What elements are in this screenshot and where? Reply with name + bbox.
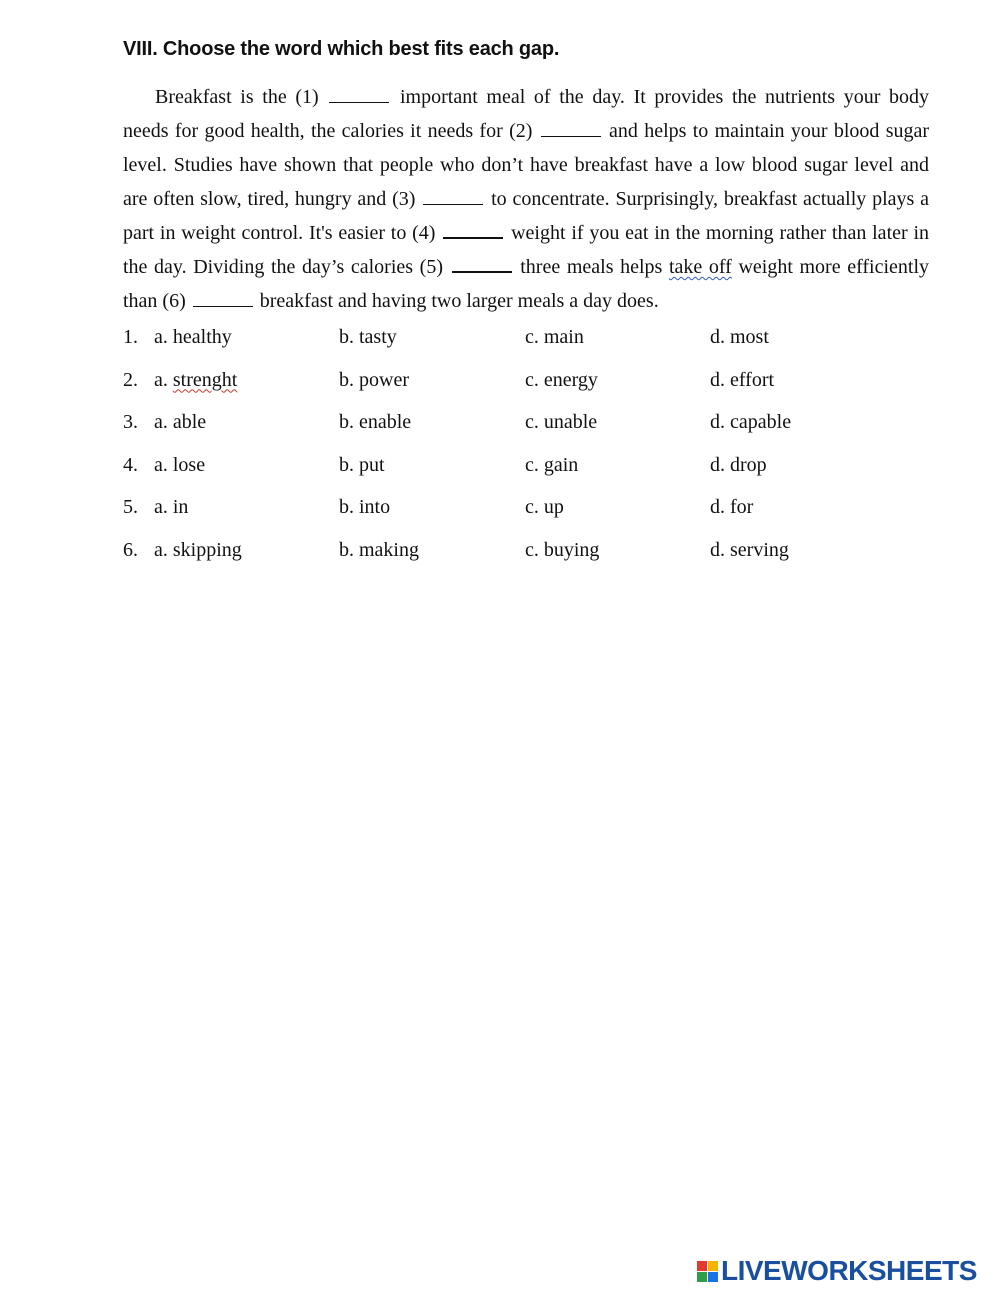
question-number: 3. — [123, 411, 138, 433]
grammar-flagged-text: take off — [668, 256, 732, 278]
logo-square — [697, 1261, 707, 1271]
exercise-heading: VIII. Choose the word which best fits each gap. — [123, 38, 560, 60]
question-number: 4. — [123, 453, 138, 476]
passage-line — [123, 148, 929, 182]
passage-text: needs for good health, the calories it needs for (2) — [123, 120, 533, 142]
logo-square — [697, 1272, 707, 1282]
passage-text: and helps to maintain your blood sugar — [609, 120, 930, 142]
option-a[interactable]: a. skipping — [154, 538, 242, 561]
option-c[interactable]: c. energy — [525, 368, 598, 391]
option-d[interactable]: d. effort — [710, 368, 775, 391]
option-b[interactable]: b. tasty — [339, 326, 397, 348]
option-a[interactable]: a. healthy — [154, 326, 232, 348]
passage-text: the day. Dividing the day’s calories (5) — [123, 256, 443, 278]
spelling-flagged-word: strenght — [172, 368, 238, 391]
gap-1[interactable] — [329, 86, 389, 103]
option-d[interactable]: d. serving — [710, 538, 789, 561]
logo-text: LIVEWORKSHEETS — [721, 1255, 977, 1286]
passage-text: than (6) — [123, 290, 186, 312]
gap-4[interactable] — [443, 221, 503, 239]
option-a[interactable]: a. in — [154, 496, 189, 518]
gap-3[interactable] — [423, 188, 483, 205]
option-b[interactable]: b. power — [339, 368, 409, 391]
option-d[interactable]: d. drop — [710, 453, 767, 476]
option-d[interactable]: d. for — [710, 496, 754, 518]
passage-line — [123, 216, 929, 250]
option-b[interactable]: b. into — [339, 496, 391, 518]
passage-line — [123, 182, 929, 216]
option-a[interactable] — [154, 369, 237, 392]
passage-text: breakfast and having two larger meals a day does. — [259, 290, 659, 312]
passage-text: to concentrate. Surprisingly, breakfast actually plays a — [491, 188, 930, 210]
option-b[interactable]: b. put — [339, 453, 385, 476]
option-c[interactable]: c. unable — [525, 411, 598, 433]
option-d[interactable]: d. capable — [710, 411, 792, 433]
option-a[interactable]: a. lose — [154, 453, 206, 476]
passage-text: part in weight control. It's easier to (4) — [123, 222, 436, 244]
passage-line — [123, 284, 929, 318]
gap-2[interactable] — [541, 120, 601, 137]
passage-text: level. Studies have shown that people who don’t have breakfast have a low blood sugar level and — [123, 154, 929, 176]
passage-text: Breakfast is the (1) — [155, 86, 319, 108]
question-number: 6. — [123, 538, 138, 561]
passage-text: weight if you eat in the morning rather than later in — [511, 222, 930, 244]
gap-6[interactable] — [193, 290, 253, 307]
liveworksheets-logo[interactable] — [697, 1256, 977, 1286]
option-c[interactable]: c. buying — [525, 538, 600, 561]
option-c[interactable]: c. main — [525, 326, 584, 348]
option-c[interactable]: c. up — [525, 496, 564, 518]
passage-line — [123, 114, 929, 148]
gap-5[interactable] — [452, 255, 512, 273]
passage-line — [123, 80, 929, 114]
option-b[interactable]: b. enable — [339, 411, 412, 433]
option-a-prefix: a. — [154, 368, 173, 391]
passage-text: weight more efficiently — [738, 256, 930, 278]
question-number: 1. — [123, 326, 138, 348]
option-b[interactable]: b. making — [339, 538, 419, 561]
question-number: 5. — [123, 496, 138, 518]
question-number: 2. — [123, 368, 138, 391]
passage-text: are often slow, tired, hungry and (3) — [123, 188, 416, 210]
passage — [123, 80, 929, 318]
logo-square — [708, 1261, 718, 1271]
logo-squares-icon — [697, 1261, 718, 1282]
logo-square — [708, 1272, 718, 1282]
option-c[interactable]: c. gain — [525, 453, 579, 476]
option-d[interactable]: d. most — [710, 326, 769, 348]
passage-text: important meal of the day. It provides the nutrients your body — [400, 86, 930, 108]
option-a[interactable]: a. able — [154, 411, 207, 433]
passage-text: three meals helps — [520, 256, 663, 278]
passage-line — [123, 250, 929, 284]
